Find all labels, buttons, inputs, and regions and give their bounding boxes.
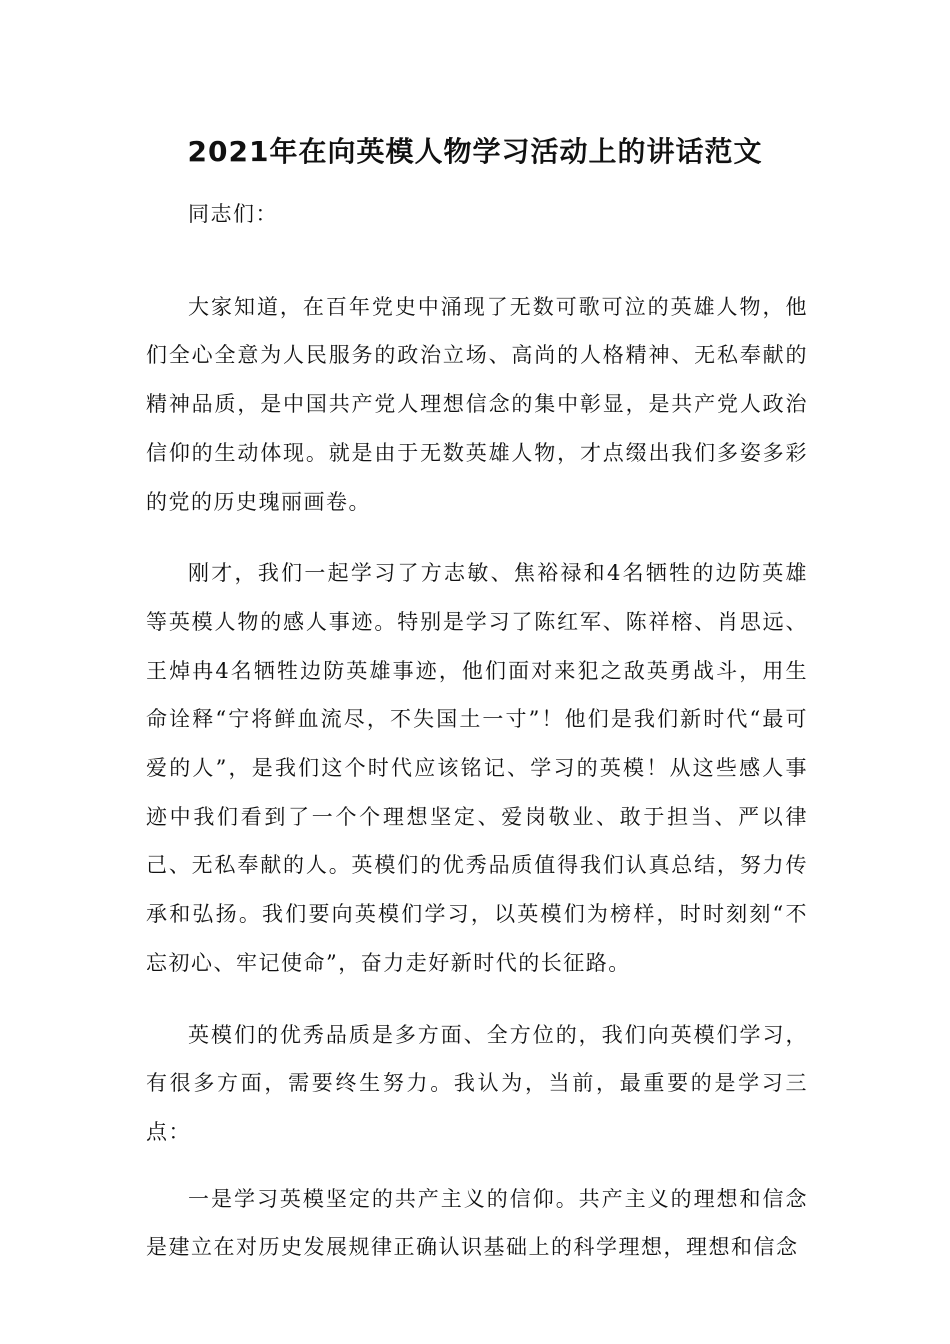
paragraph-4: 一是学习英模坚定的共产主义的信仰。共产主义的理想和信念是建立在对历史发展规律正确认识基础上的科学理想，理想和信念 (146, 1186, 808, 1260)
document-title: 2021年在向英模人物学习活动上的讲话范文 (187, 135, 763, 168)
salutation: 同志们： (188, 202, 278, 226)
paragraph-1: 大家知道，在百年党史中涌现了无数可歌可泣的英雄人物，他们全心全意为人民服务的政治立场、高尚的人格精神、无私奉献的精神品质，是中国共产党人理想信念的集中彰显，是共产党人政治信仰的生动体现。就是由于无数英雄人物，才点缀出我们多姿多彩的党的历史瑰丽画卷。 (146, 294, 808, 514)
paragraph-3: 英模们的优秀品质是多方面、全方位的，我们向英模们学习，有很多方面，需要终生努力。我认为，当前，最重要的是学习三点： (146, 1022, 808, 1144)
paragraph-2: 刚才，我们一起学习了方志敏、焦裕禄和4名牺牲的边防英雄等英模人物的感人事迹。特别是学习了陈红军、陈祥榕、肖思远、王焯冉4名牺牲边防英雄事迹，他们面对来犯之敌英勇战斗，用生命诠释“宁将鲜血流尽，不失国土一寸”！他们是我们新时代“最可爱的人”，是我们这个时代应该铭记、学习的英模！从这些感人事迹中我们看到了一个个理想坚定、爱岗敬业、敢于担当、严以律己、无私奉献的人。英模们的优秀品质值得我们认真总结，努力传承和弘扬。我们要向英模们学习，以英模们为榜样，时时刻刻“不忘初心、牢记使命”，奋力走好新时代的长征路。 (146, 561, 808, 975)
document-body (146, 190, 808, 1272)
